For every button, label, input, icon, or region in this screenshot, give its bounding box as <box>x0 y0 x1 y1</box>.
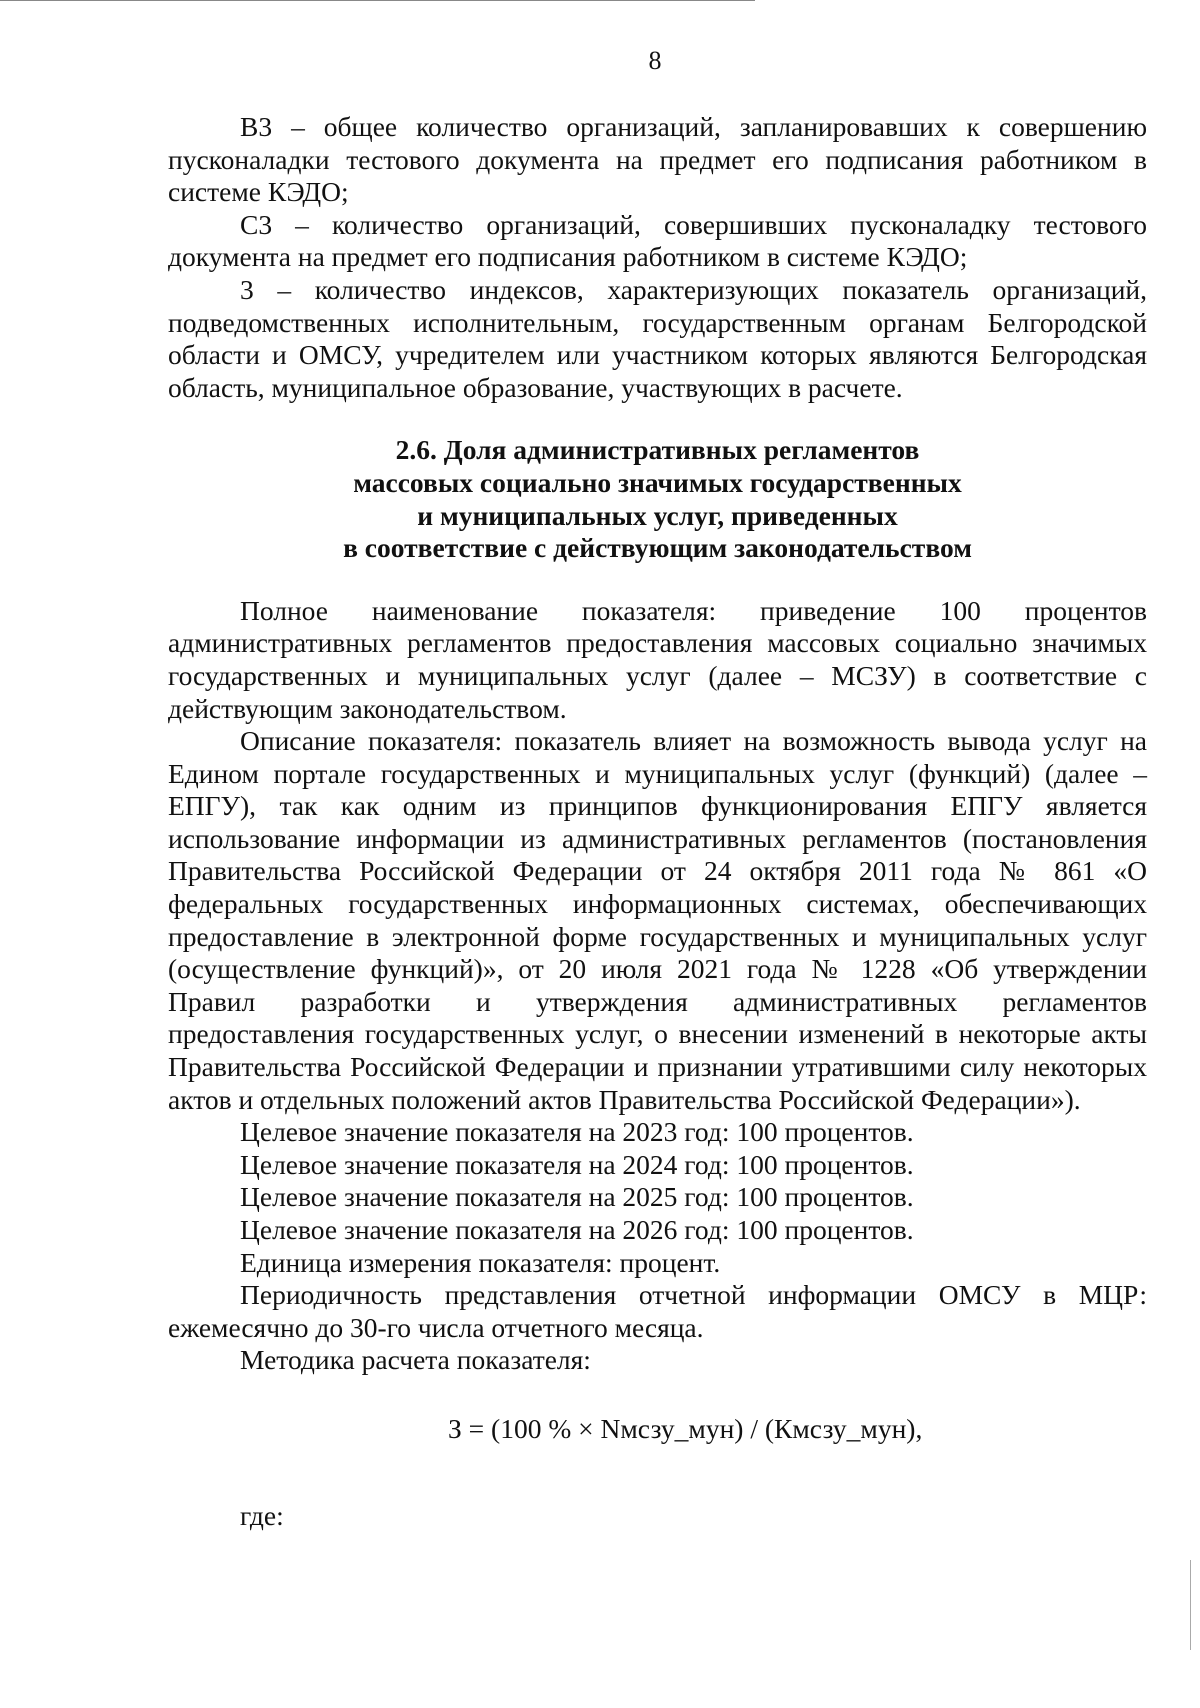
paragraph-target-2025: Целевое значение показателя на 2025 год: 100 процентов. <box>240 1181 914 1213</box>
section-heading-line: массовых социально значимых государственных <box>353 466 962 498</box>
formula: З = (100 % × Nмсзу_мун) / (Кмсзу_мун), <box>448 1412 923 1444</box>
paragraph-c3-definition: С3 – количество организаций, совершивших пусконаладку тестового документа на предмет его подписания работником в системе КЭДО; <box>168 208 1147 273</box>
paragraph-target-2024: Целевое значение показателя на 2024 год: 100 процентов. <box>240 1148 914 1180</box>
paragraph-method: Методика расчета показателя: <box>240 1344 591 1376</box>
paragraph-target-2023: Целевое значение показателя на 2023 год: 100 процентов. <box>240 1116 914 1148</box>
paragraph-periodicity: Периодичность представления отчетной информации ОМСУ в МЦР: ежемесячно до 30-го числа отчетного месяца. <box>168 1279 1147 1343</box>
paragraph-b3-definition: В3 – общее количество организаций, запланировавших к совершению пусконаладки тестового документа на предмет его подписания работником в системе КЭДО; <box>168 111 1147 208</box>
section-heading-line: в соответствие с действующим законодательством <box>343 532 972 564</box>
document-body <box>168 111 1147 1532</box>
section-heading-line: 2.6. Доля административных регламентов <box>395 434 920 466</box>
section-heading <box>168 434 1147 564</box>
paragraph-unit: Единица измерения показателя: процент. <box>240 1246 721 1278</box>
paragraph-full-name: Полное наименование показателя: приведение 100 процентов административных регламентов предоставления массовых социально значимых государственных и муниципальных услуг (далее – МСЗУ) в соответствие с действующим законодательством. <box>168 594 1147 724</box>
page-number: 8 <box>648 46 662 75</box>
paragraph-index-count-definition: 3 – количество индексов, характеризующих показатель организаций, подведомственных исполнительным, государственным органам Белгородской области и ОМСУ, учредителем или участником которых являются Белгородская область, муниципальное образование, участвующих в расчете. <box>168 273 1147 403</box>
paragraph-description: Описание показателя: показатель влияет на возможность вывода услуг на Едином портале государственных и муниципальных услуг (функций) (далее – ЕПГУ), так как одним из принципов функционирования ЕПГУ является использование информации из административных регламентов (постановления Правительства Российской Федерации от 24 октября 2011 года № 861 «О федеральных государственных информационных системах, обеспечивающих предоставление в электронной форме государственных и муниципальных услуг (осуществление функций)», от 20 июля 2021 года № 1228 «Об утверждении Правил разработки и утверждения административных регламентов предоставления государственных услуг, о внесении изменений в некоторые акты Правительства Российской Федерации и признании утратившими силу некоторых актов и отдельных положений актов Правительства Российской Федерации»). <box>168 725 1147 1115</box>
paragraph-target-2026: Целевое значение показателя на 2026 год: 100 процентов. <box>240 1214 914 1245</box>
top-rule <box>0 0 755 1</box>
where-label: где: <box>240 1499 284 1531</box>
section-heading-line: и муниципальных услуг, приведенных <box>417 499 898 531</box>
scan-edge-mark <box>1190 1560 1191 1650</box>
